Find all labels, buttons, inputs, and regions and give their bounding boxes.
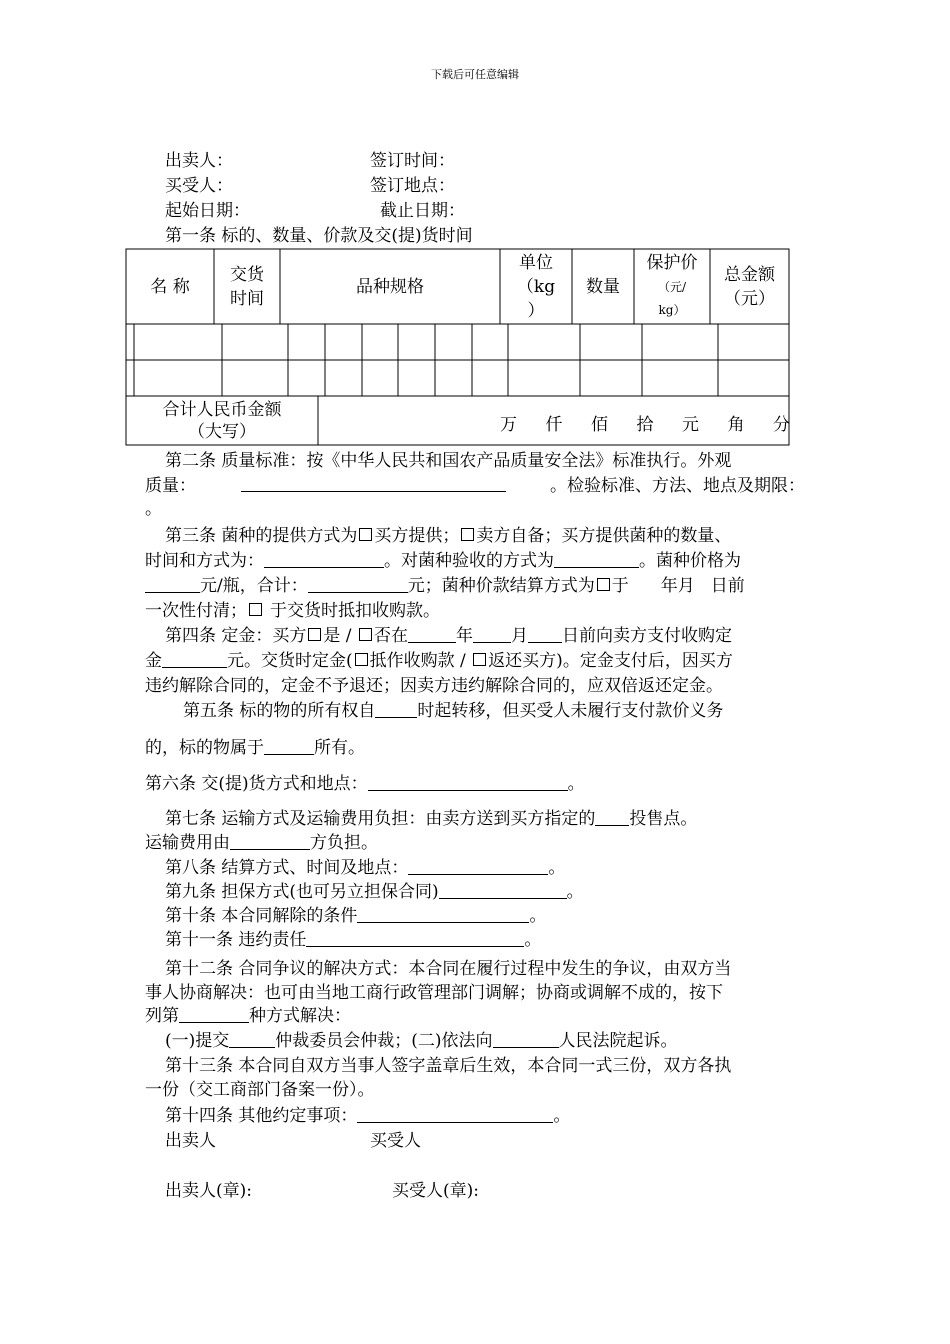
a5-text-4: 所有。 [314, 738, 365, 758]
header-note: 下载后可任意编辑 [431, 68, 519, 81]
a12-blank-2[interactable] [229, 1031, 275, 1048]
signature-buyer: 买受人 [370, 1131, 421, 1151]
col-price-2: （元/ [657, 280, 687, 294]
checkbox-icon[interactable] [249, 603, 262, 616]
a3-line1 [165, 525, 731, 547]
col-total-2: （元） [724, 289, 775, 309]
unit-qian: 仟 [545, 415, 563, 435]
a2-quality-label: 质量： [145, 476, 196, 496]
col-unit-3: ） [527, 301, 545, 321]
a2-inspection-label: 。检验标准、方法、地点及期限： [550, 476, 805, 496]
a11-text-1: 第十一条 违约责任 [165, 930, 307, 950]
a3-text-13: 于交货时抵扣收购款。 [270, 601, 440, 621]
total-label-1: 合计人民币金额 [162, 400, 282, 420]
article1-title: 第一条 标的、数量、价款及交(提)货时间 [165, 226, 473, 246]
a14-text-1: 第十四条 其他约定事项： [165, 1106, 358, 1126]
a4-text-5: 月 [510, 626, 528, 646]
a8-line [165, 857, 565, 879]
a5-blank-2[interactable] [264, 738, 314, 755]
a4-text-3: 否在 [373, 626, 408, 646]
a12-blank-1[interactable] [179, 1006, 249, 1023]
a9-text-2: 。 [566, 882, 584, 902]
a12-text-5: 人民法院起诉。 [558, 1031, 678, 1051]
a6-text-2: 。 [567, 774, 585, 794]
a4-line3: 违约解除合同的，定金不予退还；因卖方违约解除合同的，应双倍返还定金。 [145, 676, 723, 696]
a4-text-4: 年 [455, 626, 473, 646]
a3-text-4: 时间和方式为： [145, 551, 264, 571]
a4-text-1: 第四条 定金：买方 [165, 626, 307, 646]
a4-text-10: 返还买方)。定金支付后，因买方 [488, 651, 733, 671]
a3-text-9: 于 [611, 576, 629, 596]
a11-text-2: 。 [524, 930, 542, 950]
a11-line [165, 929, 541, 951]
a4-text-8: 元。交货时定金( [227, 651, 353, 671]
amount-units [500, 410, 790, 435]
unit-jiao: 角 [727, 415, 745, 435]
seal-seller: 出卖人(章): [165, 1181, 252, 1201]
signature-seller: 出卖人 [165, 1131, 216, 1151]
a12-text-1: 列第 [145, 1006, 179, 1026]
a5-text-2: 时起转移，但买受人未履行支付款价义务 [417, 701, 724, 721]
a8-blank[interactable] [408, 858, 548, 875]
a7-text-3: 运输费用由 [145, 833, 230, 853]
a8-text-2: 。 [548, 858, 566, 878]
a6-text-1: 第六条 交(提)货方式和地点： [145, 774, 368, 794]
a9-line [165, 881, 584, 903]
total-label-2: （大写） [188, 422, 256, 442]
end-date-label: 截止日期： [380, 201, 465, 221]
a9-text-1: 第九条 担保方式(也可另立担保合同) [165, 882, 439, 902]
a13-line2: 一份（交工商部门备案一份）。 [145, 1080, 375, 1100]
col-unit-1: 单位 [519, 253, 553, 273]
a12-line3 [145, 1005, 351, 1027]
checkbox-icon[interactable] [355, 653, 368, 666]
a6-line [145, 773, 585, 795]
a7-blank-2[interactable] [230, 833, 310, 850]
col-delivery-2: 时间 [230, 289, 264, 309]
a3-text-12: 一次性付清； [145, 601, 247, 621]
col-total-1: 总金额 [724, 265, 775, 285]
a13-line1: 第十三条 本合同自双方当事人签字盖章后生效，本合同一式三份，双方各执 [165, 1056, 732, 1076]
col-qty: 数量 [586, 277, 620, 297]
a3-text-6: 。菌种价格为 [639, 551, 741, 571]
start-date-label: 起始日期： [165, 201, 250, 221]
a10-text-2: 。 [529, 906, 547, 926]
a3-line4 [145, 600, 440, 622]
unit-yuan: 元 [682, 415, 699, 435]
a3-text-3: 卖方自备；买方提供菌种的数量、 [476, 526, 732, 546]
sign-place-label: 签订地点： [370, 176, 455, 196]
a4-text-6: 日前向卖方支付收购定 [561, 626, 732, 646]
a14-text-2: 。 [553, 1106, 571, 1126]
a3-text-1: 第三条 菌种的提供方式为 [165, 526, 358, 546]
a3-line3 [145, 575, 745, 597]
unit-fen: 分 [773, 415, 790, 435]
a4-line1 [165, 625, 732, 647]
a8-text-1: 第八条 结算方式、时间及地点： [165, 858, 409, 878]
a4-blank-month[interactable] [473, 626, 511, 643]
a12-text-2: 种方式解决： [249, 1006, 351, 1026]
seal-buyer: 买受人(章): [392, 1181, 479, 1201]
a10-text-1: 第十条 本合同解除的条件 [165, 906, 358, 926]
a2-line2 [145, 475, 805, 497]
seller-label: 出卖人： [165, 151, 233, 171]
checkbox-icon[interactable] [473, 653, 486, 666]
a5-line1 [183, 700, 723, 722]
goods-table-grid [0, 0, 950, 460]
a4-line2 [145, 650, 733, 672]
checkbox-icon[interactable] [461, 528, 474, 541]
a9-blank[interactable] [439, 882, 567, 899]
a4-text-9: 抵作收购款 / [369, 651, 472, 671]
a3-blank-1[interactable] [264, 551, 384, 568]
a4-blank-day[interactable] [528, 626, 562, 643]
col-spec: 品种规格 [356, 277, 424, 297]
a12-text-4: 仲裁委员会仲裁；(二)依法向 [275, 1031, 493, 1051]
buyer-label: 买受人： [165, 176, 233, 196]
col-unit-2: （kg [516, 277, 556, 297]
a12-line1: 第十二条 合同争议的解决方式：本合同在履行过程中发生的争议，由双方当 [165, 959, 732, 979]
a3-line2 [145, 550, 741, 572]
a5-text-3: 的，标的物属于 [145, 738, 264, 758]
col-price-1: 保护价 [646, 253, 698, 273]
a7-text-4: 方负担。 [310, 833, 378, 853]
a3-text-5: 。对菌种验收的方式为 [384, 551, 554, 571]
checkbox-icon[interactable] [359, 628, 372, 641]
checkbox-icon[interactable] [597, 578, 610, 591]
unit-wan: 万 [500, 415, 517, 435]
sign-time-label: 签订时间： [370, 151, 455, 171]
a3-text-8: 元；菌种价款结算方式为 [407, 576, 595, 596]
a7-blank-1[interactable] [595, 809, 629, 826]
a2-quality-blank[interactable] [241, 475, 506, 492]
a4-text-2: 是 / [323, 626, 357, 646]
a10-blank[interactable] [357, 906, 529, 923]
a6-blank[interactable] [368, 774, 568, 791]
a3-blank-2[interactable] [554, 551, 639, 568]
a3-text-10: 年月 [660, 576, 695, 596]
a5-blank-1[interactable] [375, 701, 417, 718]
a7-line1 [165, 808, 697, 830]
a3-text-2: 买方提供； [374, 526, 460, 546]
a11-blank[interactable] [306, 930, 524, 947]
a3-text-7: 元/瓶，合计： [200, 576, 308, 596]
a3-blank-4[interactable] [308, 576, 408, 593]
checkbox-icon[interactable] [359, 528, 372, 541]
unit-bai: 佰 [591, 415, 608, 435]
a4-blank-year[interactable] [408, 626, 456, 643]
a5-line2 [145, 737, 365, 759]
a4-blank-amount[interactable] [162, 651, 227, 668]
a2-line1: 第二条 质量标准：按《中华人民共和国农产品质量安全法》标准执行。外观 [165, 451, 732, 471]
a7-line2 [145, 832, 378, 854]
checkbox-icon[interactable] [308, 628, 321, 641]
a2-line3: 。 [145, 499, 162, 519]
a3-blank-3[interactable] [145, 576, 200, 593]
col-price-3: kg） [658, 303, 686, 317]
a7-text-2: 投售点。 [629, 809, 698, 829]
col-name: 名 称 [150, 277, 190, 297]
a12-line2: 事人协商解决：也可由当地工商行政管理部门调解；协商或调解不成的，按下 [145, 983, 723, 1003]
unit-shi: 拾 [636, 415, 654, 435]
a4-text-7: 金 [145, 651, 162, 671]
a12-blank-3[interactable] [493, 1031, 559, 1048]
a14-line [165, 1105, 570, 1127]
a7-text-1: 第七条 运输方式及运输费用负担：由卖方送到买方指定的 [165, 809, 596, 829]
a12-text-3: (一)提交 [165, 1031, 230, 1051]
a10-line [165, 905, 546, 927]
a5-text-1: 第五条 标的物的所有权自 [183, 701, 376, 721]
a12-line4 [165, 1030, 678, 1052]
a3-text-11: 日前 [710, 576, 745, 596]
a14-blank[interactable] [357, 1106, 553, 1123]
col-delivery-1: 交货 [230, 265, 264, 285]
